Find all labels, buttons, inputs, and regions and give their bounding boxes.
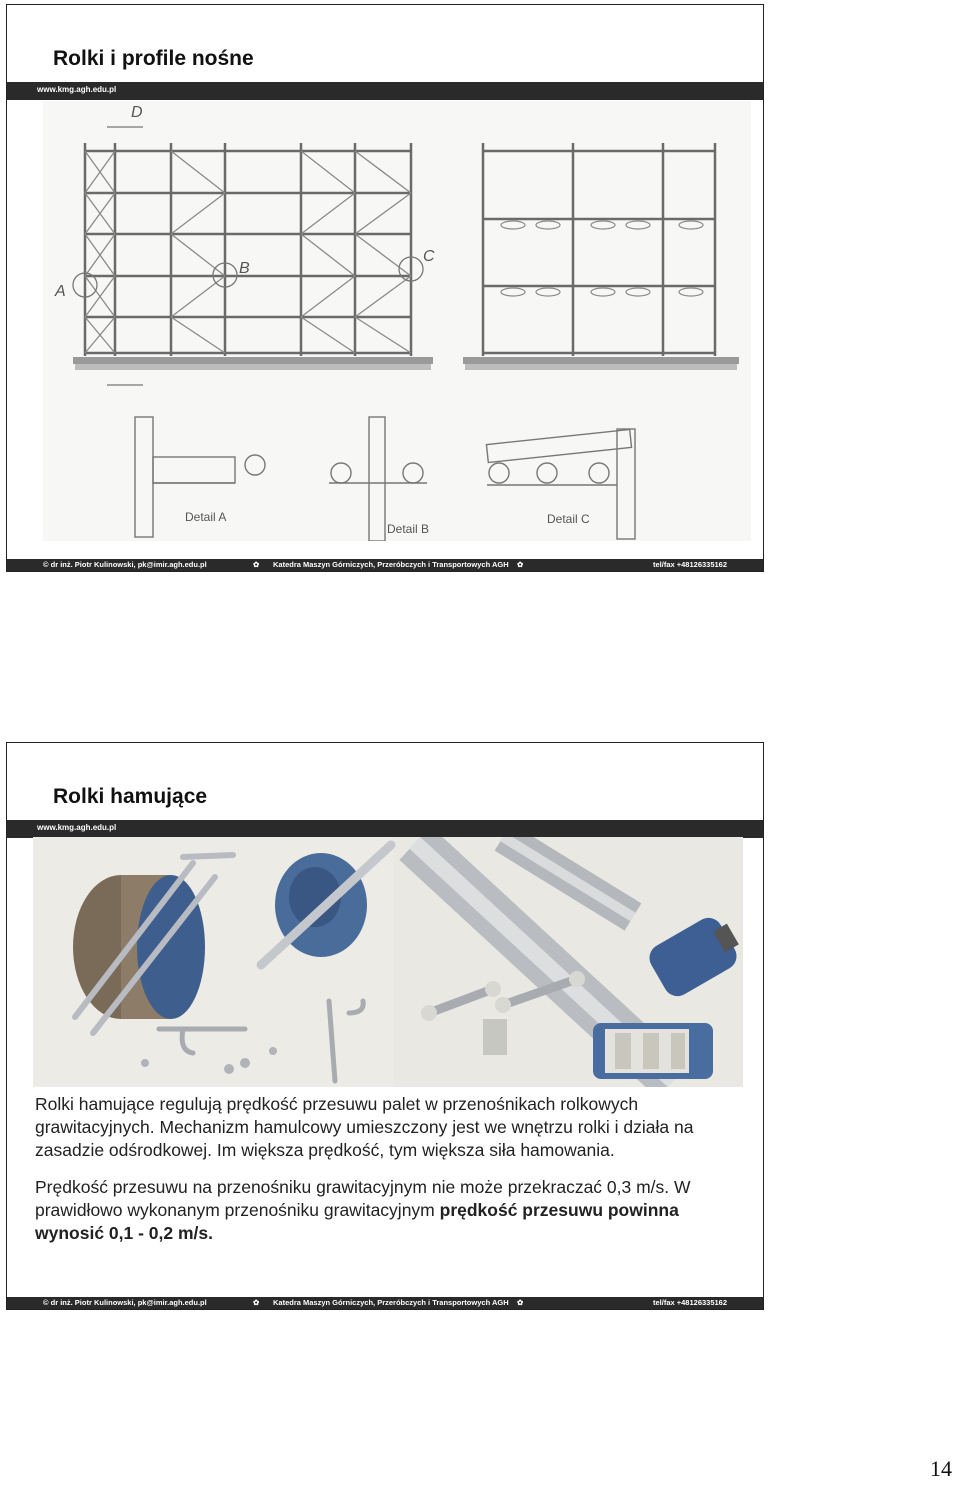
paragraph-speed [35, 1176, 735, 1245]
label-b: B [239, 260, 250, 277]
footer-bar [7, 559, 763, 571]
rack-drawing [43, 101, 751, 541]
header-bar [7, 820, 763, 838]
label-d: D [131, 104, 143, 121]
footer-bar [7, 1297, 763, 1309]
brake-rollers-photo [33, 837, 743, 1087]
slide-rolki-hamujace [6, 742, 764, 1310]
slide-title: Rolki i profile nośne [53, 47, 254, 70]
header-url: www.kmg.agh.edu.pl [37, 85, 117, 94]
slide-body [35, 1093, 735, 1259]
paragraph-description: Rolki hamujące regulują prędkość przesuwu palet w przenośnikach rolkowych grawitacyjnych. Mechanizm hamulcowy umieszczony jest we wnętrzu rolki i działa na zasadzie odśrodkowej. Im większa prędkość, tym większa siła hamowania. [35, 1094, 694, 1160]
detail-b-label: Detail B [387, 522, 430, 536]
footer-phone: tel/fax +48126335162 [653, 1298, 728, 1307]
slide-title: Rolki hamujące [53, 785, 208, 808]
footer-phone: tel/fax +48126335162 [653, 560, 728, 569]
label-c: C [423, 248, 435, 265]
speed-emphasis: prędkość przesuwu powinna wynosić 0,1 - 0,2 m/s. [35, 1200, 679, 1243]
label-a: A [55, 283, 66, 300]
slide-rolki-profile [6, 4, 764, 572]
footer-symbol-icon: ✿ [253, 560, 260, 569]
footer-department: Katedra Maszyn Górniczych, Przeróbczych i Transportowych AGH [273, 1298, 509, 1307]
detail-c-label: Detail C [547, 512, 590, 526]
footer-symbol-icon: ✿ [517, 1298, 524, 1307]
footer-author: © dr inż. Piotr Kulinowski, pk@imir.agh.edu.pl [43, 560, 207, 569]
footer-symbol-icon: ✿ [517, 560, 524, 569]
detail-a-label: Detail A [185, 510, 227, 524]
footer-department: Katedra Maszyn Górniczych, Przeróbczych i Transportowych AGH [273, 560, 509, 569]
footer-author: © dr inż. Piotr Kulinowski, pk@imir.agh.edu.pl [43, 1298, 207, 1307]
footer-symbol-icon: ✿ [253, 1298, 260, 1307]
header-bar [7, 82, 763, 100]
page-number: 14 [930, 1456, 952, 1481]
header-url: www.kmg.agh.edu.pl [37, 823, 117, 832]
speed-text: Prędkość przesuwu na przenośniku grawitacyjnym nie może przekraczać 0,3 m/s. W prawidłowo wykonanym przenośniku grawitacyjnym [35, 1177, 691, 1220]
